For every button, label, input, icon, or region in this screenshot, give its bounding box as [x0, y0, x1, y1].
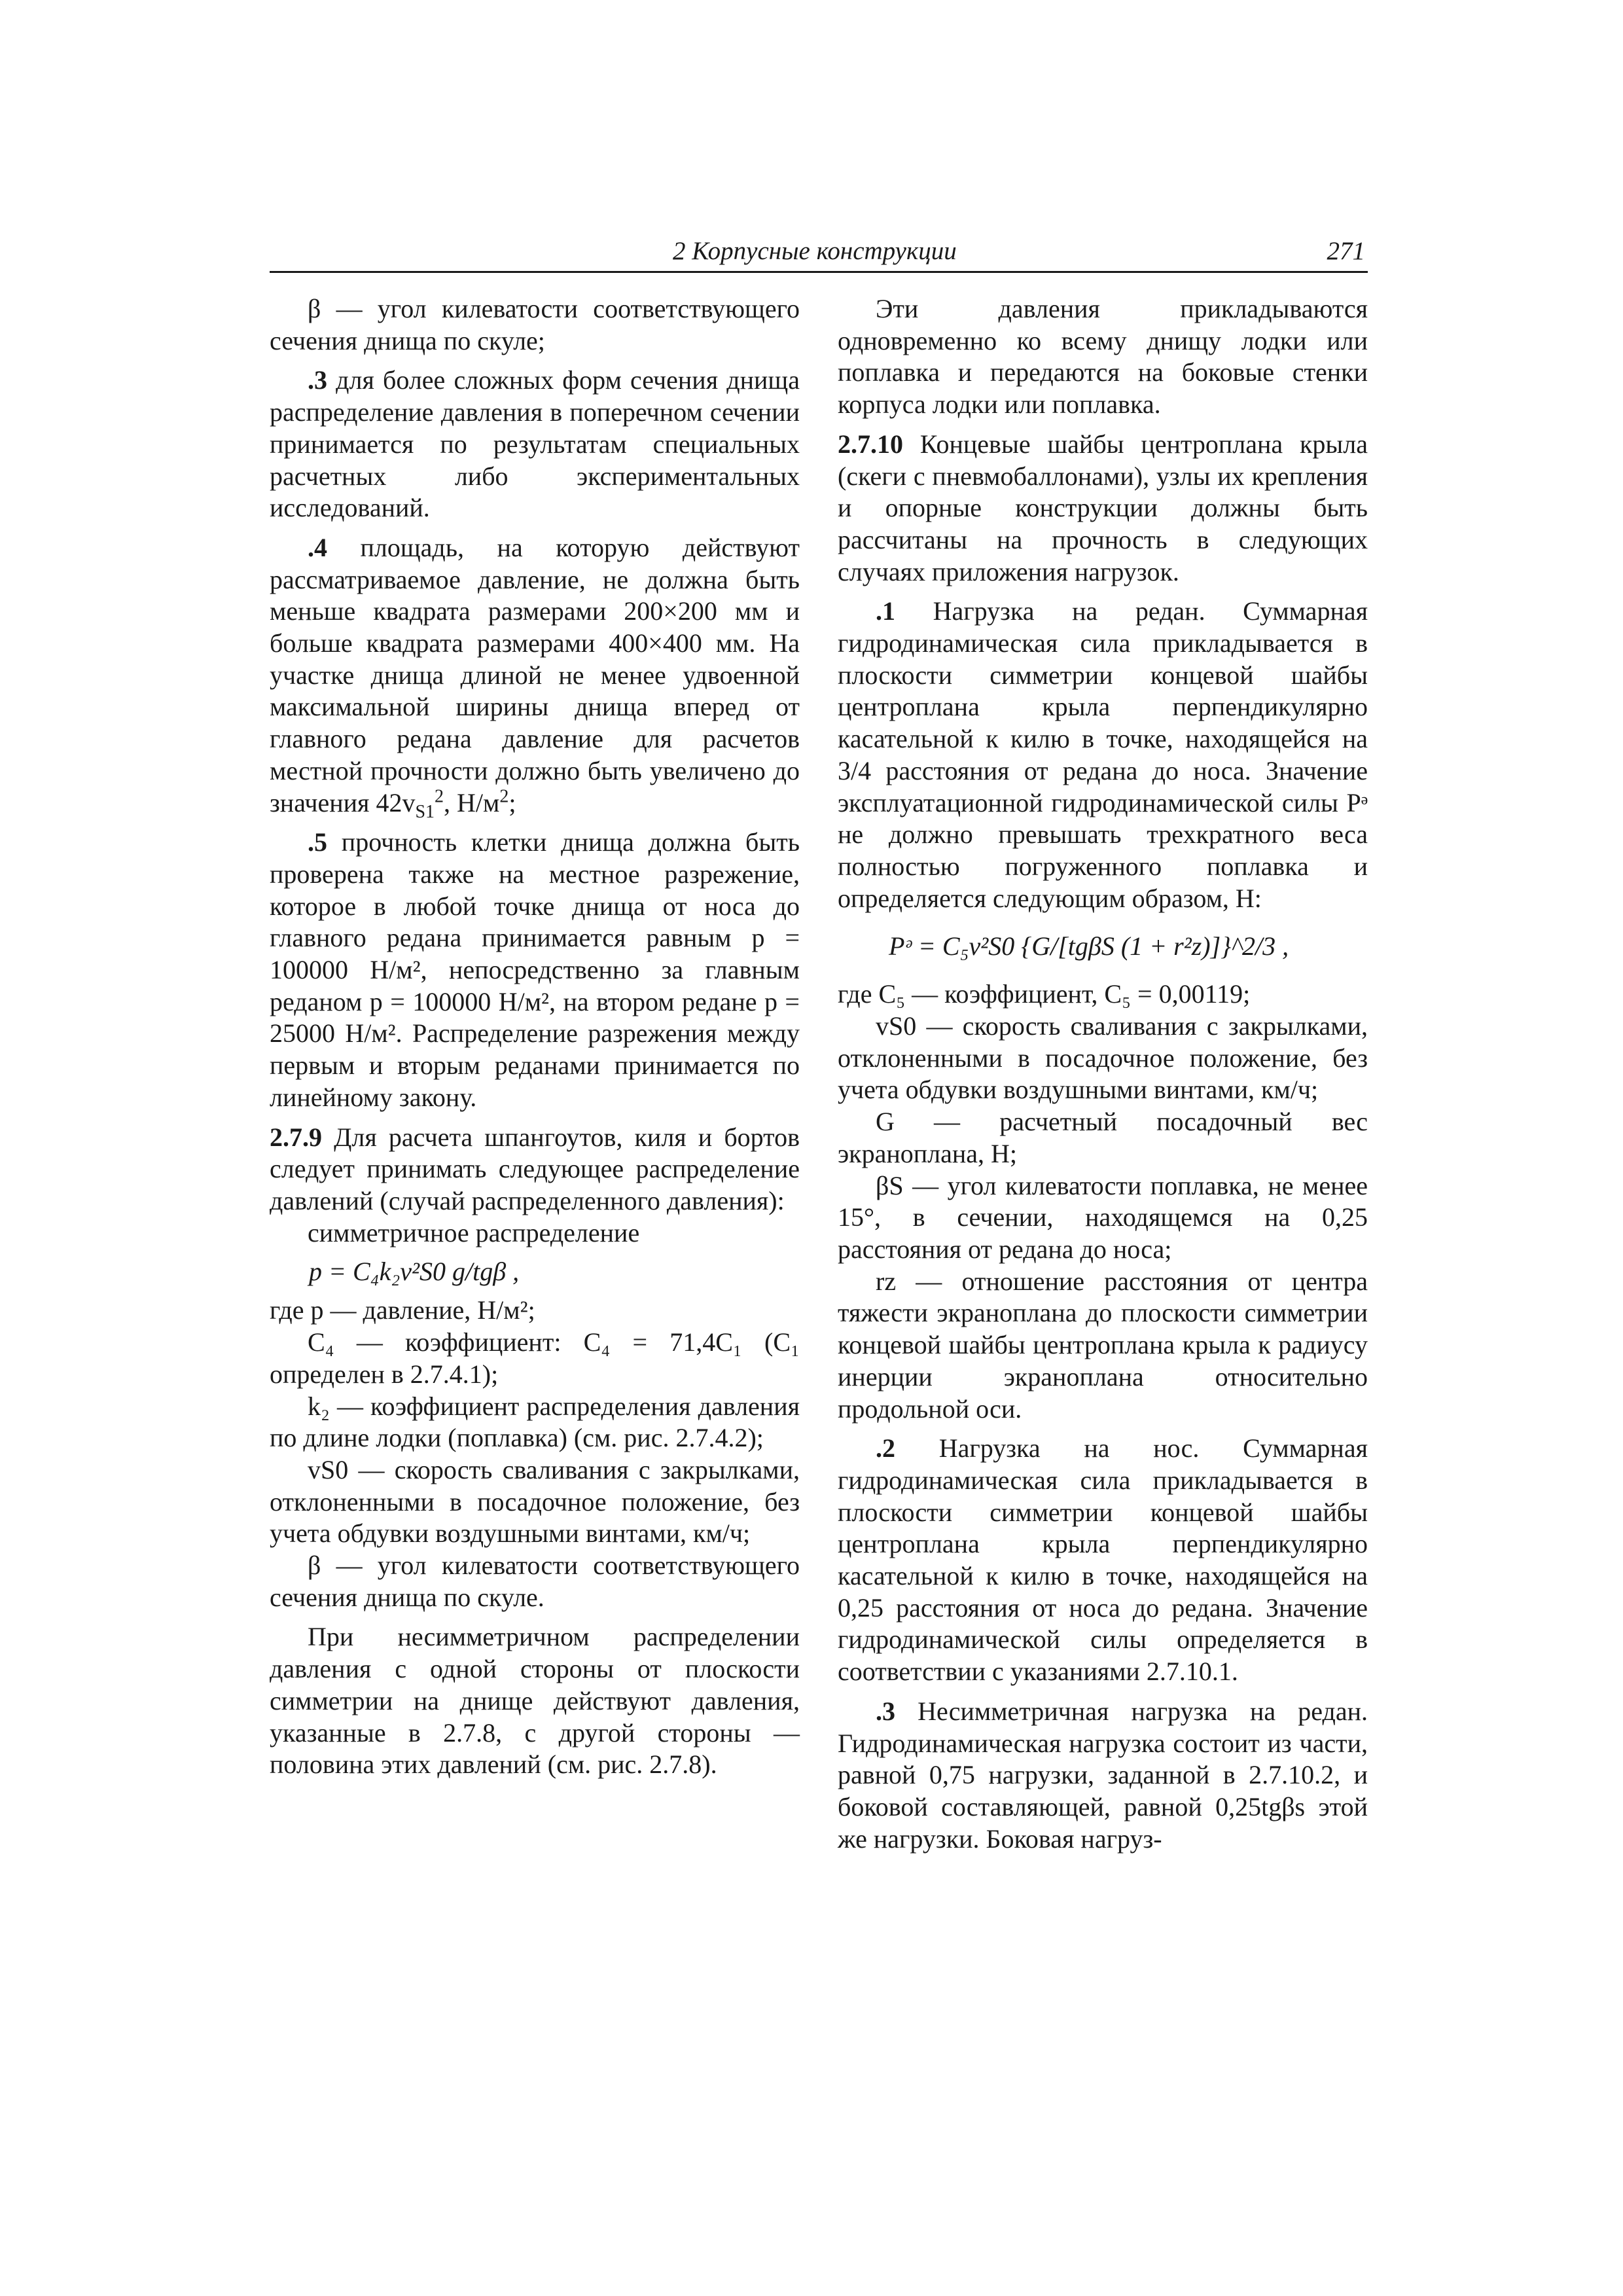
- section-paragraph: 2.7.10 Концевые шайбы центроплана крыла (скеги с пневмобаллонами), узлы их крепления и опорные конструкции должны быть рассчитаны на прочность в следующих случаях приложения нагрузок.: [838, 429, 1368, 586]
- item-number: .3: [308, 365, 327, 395]
- definition: rz — отношение расстояния от центра тяжести экраноплана до плоскости симметрии концевой шайбы центроплана крыла к радиусу инерции экраноплана относительно продольной оси.: [838, 1266, 1368, 1424]
- definition: k₂ — коэффициент распределения давления по длине лодки (поплавка) (см. рис. 2.7.4.2);: [270, 1391, 800, 1453]
- running-header: [270, 233, 1368, 273]
- left-column: [270, 293, 800, 1781]
- item-number: .3: [876, 1696, 895, 1726]
- page-number: 271: [1327, 237, 1365, 265]
- section-number: 2.7.10: [838, 429, 903, 459]
- definition: C₄ — коэффициент: C₄ = 71,4C₁ (C₁ определен в 2.7.4.1);: [270, 1327, 800, 1389]
- item-number: .2: [876, 1433, 895, 1463]
- right-column: [838, 293, 1368, 1855]
- paragraph: При несимметричном распределении давления с одной стороны от плоскости симметрии на днище действуют давления, указанные в 2.7.8, с другой стороны — половина этих давлений (см. рис. 2.7.8).: [270, 1622, 800, 1780]
- item-number: .5: [308, 827, 327, 857]
- paragraph: .5 прочность клетки днища должна быть проверена также на местное разрежение, которое в любой точке днища от носа до главного редана принимается равным p = 100000 Н/м², непосредственно за главным реданом p = 100000 Н/м², на втором редане p = 25000 Н/м². Распределение разрежения между первым и вторым реданами принимается по линейному закону.: [270, 827, 800, 1112]
- paragraph: .3 Несимметричная нагрузка на редан. Гидродинамическая нагрузка состоит из части, равной 0,75 нагрузки, заданной в 2.7.10.2, и боковой составляющей, равной 0,25tgβs этой же нагрузки. Боковая нагруз-: [838, 1696, 1368, 1854]
- section-number: 2.7.9: [270, 1122, 322, 1152]
- formula: p = C₄k₂v²S0 g/tgβ ,: [309, 1257, 520, 1287]
- paragraph: Эти давления прикладываются одновременно ко всему днищу лодки или поплавка и передаются на боковые стенки корпуса лодки или поплавка.: [838, 294, 1368, 420]
- section-paragraph: 2.7.9 Для расчета шпангоутов, киля и бортов следует принимать следующее распределение давлений (случай распределенного давления):: [270, 1122, 800, 1215]
- paragraph: симметричное распределение: [308, 1217, 640, 1247]
- definition: βS — угол килеватости поплавка, не менее 15°, в сечении, находящемся на 0,25 расстояния от редана до носа;: [838, 1170, 1368, 1264]
- definition: где C₅ — коэффициент, C₅ = 0,00119;: [838, 979, 1251, 1009]
- item-number: .1: [876, 596, 895, 626]
- definition: vS0 — скорость сваливания с закрылками, отклоненными в посадочное положение, без учета обдувки воздушными винтами, км/ч;: [838, 1011, 1368, 1105]
- paragraph: .4 площадь, на которую действуют рассматриваемое давление, не должна быть меньше квадрата размерами 200×200 мм и больше квадрата размерами 400×400 мм. На участке днища длиной не менее удвоенной максимальной ширины днища вперед от главного редана давление для расчетов местной прочности должно быть увеличено до значения $42v_{S1}^2$, $Н/м^2$;: [270, 532, 800, 822]
- paragraph: .2 Нагрузка на нос. Суммарная гидродинамическая сила прикладывается в плоскости симметрии концевой шайбы центроплана крыла перпендикулярно касательной к килю в точке, находящейся на 0,25 расстояния от носа до редана. Значение гидродинамической силы определяется в соответствии с указаниями 2.7.10.1.: [838, 1433, 1368, 1687]
- paragraph: .3 для более сложных форм сечения днища распределение давления в поперечном сечении принимается по результатам специальных расчетных либо экспериментальных исследований.: [270, 365, 800, 523]
- paragraph: .1 Нагрузка на редан. Суммарная гидродинамическая сила прикладывается в плоскости симметрии концевой шайбы центроплана крыла перпендикулярно касательной к килю в точке, находящейся на 3/4 расстояния от редана до носа. Значение эксплуатационной гидродинамической силы Pᵊ не должно превышать трехкратного веса полностью погруженного поплавка и определяется следующим образом, Н:: [838, 596, 1368, 913]
- formula: Pᵊ = C₅v²S0 {G/[tgβS (1 + r²z)]}^2/3 ,: [889, 931, 1289, 961]
- definition: G — расчетный посадочный вес экраноплана, Н;: [838, 1107, 1368, 1168]
- item-number: .4: [308, 532, 327, 562]
- definition: где p — давление, Н/м²;: [270, 1295, 535, 1325]
- definition: β — угол килеватости соответствующего сечения днища по скуле.: [270, 1551, 800, 1612]
- chapter-title: 2 Корпусные конструкции: [673, 237, 957, 265]
- paragraph: β — угол килеватости соответствующего сечения днища по скуле;: [270, 294, 800, 355]
- definition: vS0 — скорость сваливания с закрылками, отклоненными в посадочное положение, без учета обдувки воздушными винтами, км/ч;: [270, 1454, 800, 1549]
